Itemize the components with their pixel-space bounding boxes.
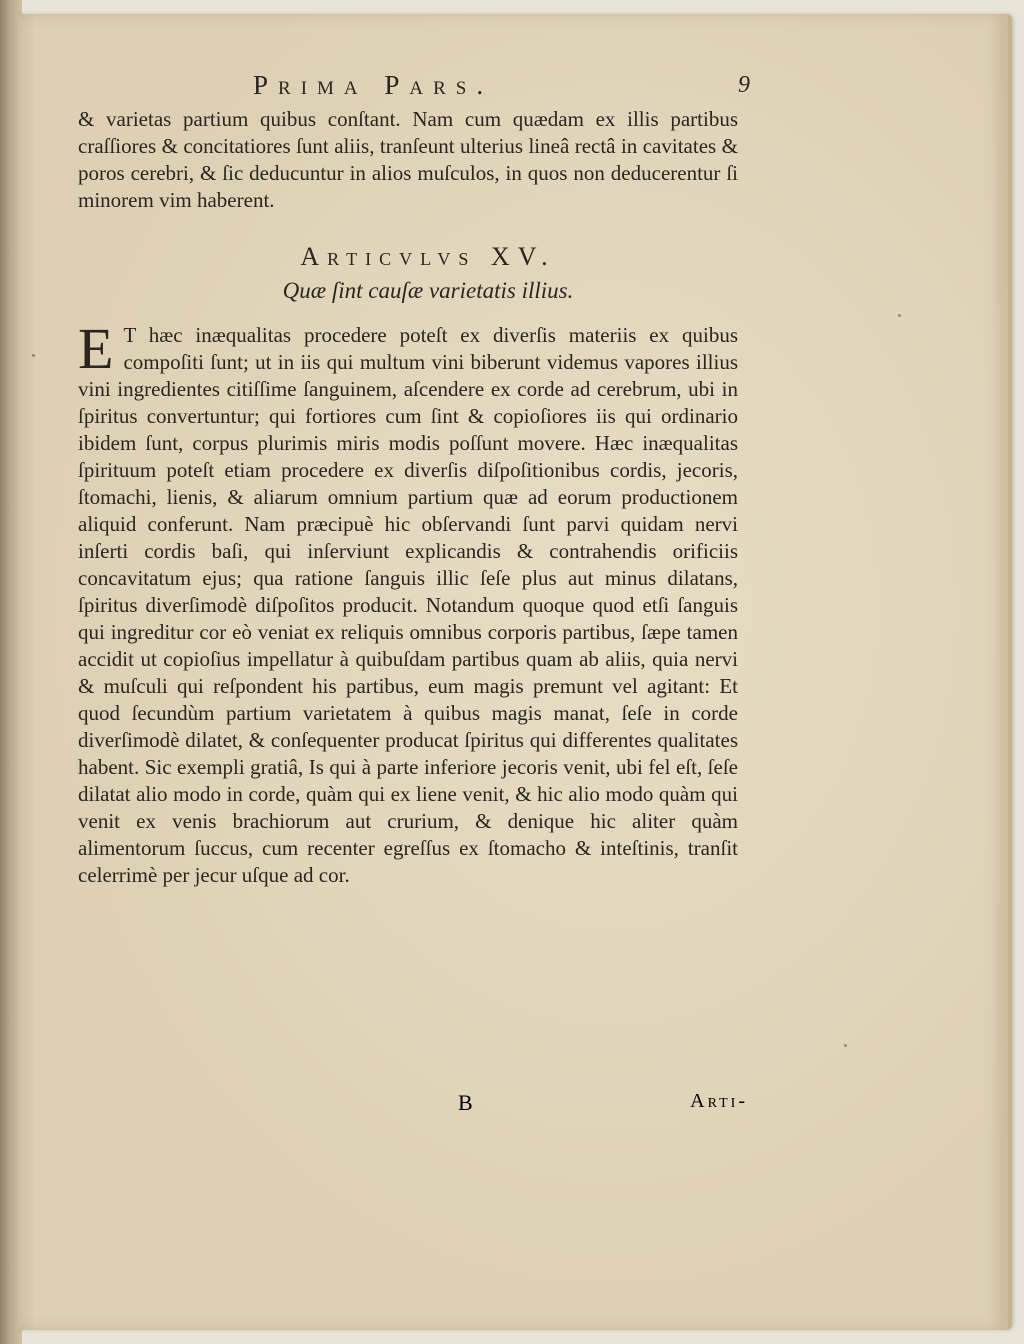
page-content xyxy=(78,70,750,889)
top-paragraph: & varietas partium quibus conſtant. Nam cum quædam ex illis partibus craſſiores & concitatiores ſunt aliis, tranſeunt ulterius lineâ rectâ in cavitates & poros cerebri, & ſic deducuntur in alios muſculos, in quos non deducerentur ſi minorem vim haberent. xyxy=(78,107,738,212)
paper-speck xyxy=(32,354,35,357)
paper-speck xyxy=(898,314,901,317)
catchword: Arti- xyxy=(690,1090,748,1112)
running-head xyxy=(78,70,750,106)
paper-speck xyxy=(844,1044,847,1047)
article-heading: Articvlvs XV. xyxy=(300,242,556,271)
running-head-title: Prima Pars. xyxy=(253,70,494,100)
page-number: 9 xyxy=(738,72,750,98)
drop-cap: E xyxy=(78,316,114,381)
page-footer xyxy=(78,1090,748,1120)
article-body-text: T hæc inæqualitas procedere poteſt ex diverſis materiis ex quibus compoſiti ſunt; ut in iis qui multum vini biberunt videmus vapores illius vini ingredientes citiſſime ſanguinem, aſcendere ex corde ad cerebrum, ubi in ſpiritus convertuntur; qui fortiores cum ſint & copioſiores iis qui ordinario ibidem ſunt, corpus plurimis miris modis poſſunt movere. Hæc inæqualitas ſpirituum poteſt etiam procedere ex diverſis diſpoſitionibus cordis, jecoris, ſtomachi, lienis, & aliarum omnium partium quæ ad eorum productionem aliquid conferunt. Nam præcipuè hic obſervandi ſunt parvi quidam nervi inſerti cordis baſi, qui inſerviunt explicandis & contrahendis orificiis concavitatum ejus; qua ratione ſanguis illic ſeſe plus aut minus dilatans, ſpiritus diverſimodè diſpoſitos producit. Notandum quoque quod etſi ſanguis qui ingreditur cor eò veniat ex reliquis omnibus corporis partibus, ſæpe tamen accidit ut copioſius impellatur à quibuſdam partibus quam ab aliis, quia nervi & muſculi qui reſpondent his partibus, eum magis premunt vel agitant: Et quod ſecundùm partium varietatem à quibus magis manat, ſeſe in corde diverſimodè dilatet, & conſequenter producat ſpiritus qui differentes qualitates habent. Sic exempli gratiâ, Is qui à parte inferiore jecoris venit, ubi fel eſt, ſeſe dilatat alio modo in corde, quàm qui ex liene venit, & hic alio modo quàm qui venit ex venis brachiorum aut crurium, & denique hic aliter quàm alimentorum ſuccus, cum recenter egreſſus ex ſtomacho & inteſtinis, tranſit celerrimè per jecur uſque ad cor. xyxy=(78,323,738,887)
article-subheading: Quæ ſint cauſæ varietatis illius. xyxy=(282,278,574,303)
signature-mark: B xyxy=(458,1090,473,1115)
article-body xyxy=(78,316,738,889)
